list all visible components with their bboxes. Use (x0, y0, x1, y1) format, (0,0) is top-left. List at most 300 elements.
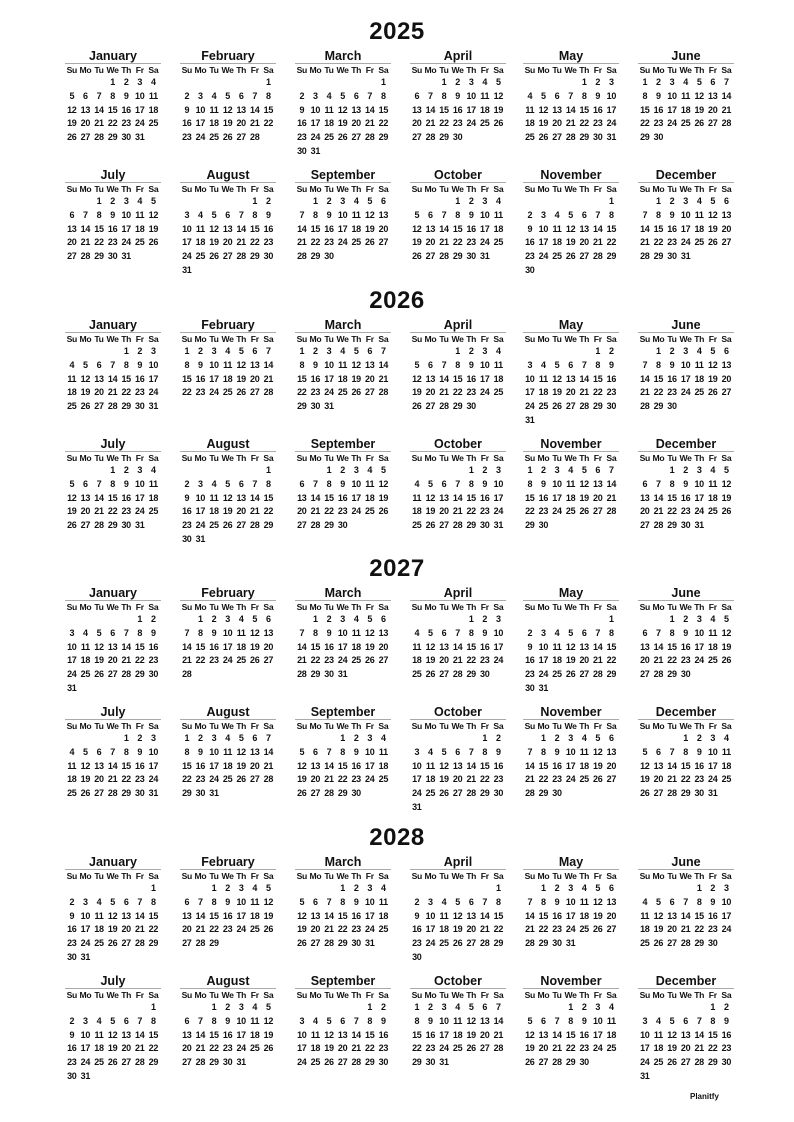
day-cell: 30 (667, 401, 677, 412)
day-cell: 3 (710, 733, 716, 743)
day-cell: 22 (640, 118, 650, 129)
empty-cell (106, 345, 120, 359)
weekday-label: Fr (250, 334, 259, 344)
month-may (523, 318, 619, 428)
day-cell: 8 (568, 1015, 573, 1026)
weekday-label: Mo (79, 453, 92, 463)
month-name: June (671, 855, 701, 869)
weekday-label: Fr (480, 721, 489, 731)
weekday-header (295, 869, 391, 882)
day-cell: 15 (653, 373, 664, 384)
day-cell: 18 (80, 655, 91, 666)
weekday-label: Tu (552, 184, 562, 194)
weekday-label: Tu (552, 990, 562, 1000)
empty-cell (652, 1001, 666, 1015)
day-cell: 19 (640, 774, 650, 785)
empty-cell (92, 345, 106, 359)
day-cell: 30 (182, 533, 192, 544)
weekday-label: Sa (721, 184, 732, 194)
day-cell: 14 (297, 223, 307, 234)
day-cell: 8 (541, 746, 546, 757)
day-cell: 17 (236, 1029, 246, 1040)
day-cell: 1 (414, 1002, 420, 1012)
month-january (65, 586, 161, 696)
weekday-header (638, 719, 734, 732)
day-cell: 11 (94, 910, 104, 921)
day-grid (65, 1001, 161, 1084)
day-cell: 31 (195, 533, 206, 544)
day-cell: 15 (337, 910, 348, 921)
day-cell: 4 (496, 196, 501, 206)
day-cell: 20 (182, 924, 192, 935)
empty-cell (79, 464, 93, 478)
day-cell: 14 (297, 641, 307, 652)
day-cell: 15 (378, 104, 389, 115)
day-cell: 6 (238, 90, 244, 101)
day-cell: 26 (565, 669, 576, 680)
weekday-label: Sa (148, 990, 159, 1000)
day-cell: 27 (182, 938, 192, 949)
day-cell: 11 (525, 104, 535, 115)
day-cell: 7 (299, 209, 305, 220)
day-cell: 24 (412, 788, 422, 799)
day-cell: 29 (480, 788, 490, 799)
day-cell: 21 (425, 118, 436, 129)
day-cell: 14 (525, 760, 535, 771)
day-cell: 9 (595, 90, 601, 101)
day-cell: 18 (148, 104, 159, 115)
weekday-label: Mo (309, 334, 322, 344)
month-november (523, 705, 619, 801)
year-block-2027 (0, 555, 794, 823)
day-cell: 9 (455, 90, 460, 101)
month-january (65, 49, 161, 145)
day-cell: 28 (525, 938, 535, 949)
day-cell: 9 (496, 746, 501, 757)
day-cell: 16 (552, 910, 562, 921)
day-cell: 14 (94, 492, 104, 503)
weekday-label: Mo (537, 334, 550, 344)
day-cell: 19 (694, 104, 704, 115)
day-cell: 7 (496, 1002, 501, 1012)
day-cell: 8 (184, 359, 190, 370)
day-cell: 13 (640, 641, 650, 652)
day-cell: 2 (225, 1002, 230, 1012)
day-cell: 8 (527, 478, 533, 489)
weekday-header (410, 182, 506, 195)
day-cell: 10 (466, 90, 476, 101)
day-cell: 10 (337, 627, 348, 638)
day-cell: 6 (299, 478, 305, 489)
empty-cell (437, 345, 451, 359)
day-cell: 17 (365, 910, 375, 921)
day-cell: 23 (552, 774, 562, 785)
day-cell: 29 (135, 669, 145, 680)
empty-cell (550, 195, 564, 209)
day-cell: 11 (148, 90, 158, 101)
day-cell: 23 (667, 237, 677, 248)
day-cell: 28 (250, 132, 260, 143)
day-cell: 22 (653, 387, 664, 398)
empty-cell (92, 613, 106, 627)
day-cell: 29 (263, 520, 274, 531)
day-cell: 1 (123, 733, 129, 743)
day-cell: 27 (653, 788, 664, 799)
day-grid (523, 195, 619, 278)
day-cell: 25 (135, 237, 145, 248)
day-cell: 11 (338, 359, 348, 370)
weekday-label: Fr (480, 65, 489, 75)
weekday-label: Sa (493, 334, 504, 344)
weekday-label: Mo (79, 334, 92, 344)
day-cell: 9 (527, 641, 533, 652)
weekday-label: Su (639, 453, 650, 463)
empty-cell (652, 882, 666, 896)
day-cell: 29 (606, 251, 617, 262)
day-cell: 20 (565, 387, 576, 398)
day-cell: 9 (669, 359, 675, 370)
weekday-label: Fr (365, 334, 374, 344)
day-cell: 11 (694, 209, 704, 220)
weekday-label: Su (181, 871, 192, 881)
day-cell: 30 (466, 401, 476, 412)
month-name: September (310, 437, 376, 451)
empty-cell (451, 882, 465, 896)
empty-cell (79, 613, 93, 627)
day-cell: 24 (236, 1043, 246, 1054)
day-cell: 21 (297, 237, 307, 248)
day-cell: 15 (680, 760, 691, 771)
day-cell: 17 (209, 760, 219, 771)
day-cell: 30 (297, 145, 307, 156)
weekday-label: Mo (194, 602, 207, 612)
weekday-label: Tu (667, 990, 677, 1000)
weekday-label: Fr (593, 602, 602, 612)
weekday-label: Mo (79, 990, 92, 1000)
day-cell: 12 (425, 492, 436, 503)
weekday-label: Tu (94, 871, 104, 881)
day-cell: 29 (653, 401, 664, 412)
day-cell: 9 (266, 209, 271, 220)
day-cell: 1 (669, 465, 675, 475)
day-cell: 30 (135, 401, 145, 412)
empty-cell (65, 1001, 79, 1015)
weekday-label: Tu (439, 602, 449, 612)
weekday-label: Su (181, 721, 192, 731)
day-cell: 30 (310, 401, 321, 412)
weekday-label: Tu (667, 65, 677, 75)
weekday-header (65, 182, 161, 195)
empty-cell (65, 195, 79, 209)
day-cell: 6 (541, 1015, 546, 1026)
day-cell: 13 (680, 1029, 691, 1040)
day-cell: 1 (137, 614, 143, 624)
empty-cell (550, 76, 564, 90)
month-name: March (324, 318, 362, 332)
day-cell: 1 (266, 77, 271, 87)
empty-cell (92, 464, 106, 478)
day-cell: 9 (428, 1015, 433, 1026)
day-cell: 14 (107, 760, 118, 771)
day-cell: 5 (568, 627, 573, 638)
day-cell: 5 (69, 478, 75, 489)
day-cell: 17 (80, 1043, 91, 1054)
weekday-label: Mo (79, 871, 92, 881)
day-cell: 6 (710, 77, 716, 87)
empty-cell (322, 76, 336, 90)
day-cell: 26 (67, 520, 77, 531)
day-cell: 11 (80, 641, 90, 652)
weekday-label: We (336, 990, 349, 1000)
day-cell: 7 (137, 1015, 143, 1026)
weekday-label: Tu (552, 65, 562, 75)
day-cell: 27 (606, 924, 617, 935)
day-cell: 2 (110, 196, 115, 206)
weekday-label: Fr (593, 65, 602, 75)
day-cell: 21 (250, 118, 260, 129)
day-cell: 5 (353, 346, 359, 356)
day-cell: 28 (107, 401, 118, 412)
day-cell: 23 (412, 938, 422, 949)
day-cell: 2 (381, 1002, 386, 1012)
day-cell: 3 (683, 346, 688, 356)
day-cell: 2 (554, 883, 560, 893)
month-name: April (443, 49, 473, 63)
day-cell: 20 (653, 774, 664, 785)
day-cell: 3 (696, 465, 702, 475)
day-cell: 3 (238, 883, 244, 893)
empty-cell (464, 882, 478, 896)
empty-cell (65, 732, 79, 746)
day-cell: 20 (94, 387, 104, 398)
day-cell: 27 (222, 251, 233, 262)
day-cell: 1 (696, 883, 702, 893)
day-cell: 25 (148, 506, 159, 517)
day-cell: 6 (414, 90, 420, 101)
day-cell: 7 (266, 346, 271, 356)
weekday-header (410, 869, 506, 882)
day-cell: 4 (69, 359, 75, 370)
day-cell: 27 (667, 938, 677, 949)
day-cell: 8 (455, 359, 460, 370)
weekday-header (65, 63, 161, 76)
month-may (523, 855, 619, 951)
day-cell: 20 (94, 774, 104, 785)
day-cell: 16 (324, 223, 334, 234)
day-cell: 8 (496, 896, 501, 907)
day-cell: 24 (480, 387, 490, 398)
day-cell: 30 (337, 520, 348, 531)
day-cell: 6 (184, 1015, 190, 1026)
month-name: February (201, 318, 255, 332)
day-cell: 10 (480, 209, 490, 220)
day-cell: 3 (83, 1015, 88, 1026)
day-cell: 8 (683, 746, 688, 757)
weekday-label: Th (121, 453, 132, 463)
day-cell: 1 (609, 196, 614, 206)
weekday-label: Mo (194, 453, 207, 463)
day-cell: 10 (195, 104, 206, 115)
weekday-header (295, 988, 391, 1001)
day-grid (410, 345, 506, 414)
empty-cell (577, 195, 591, 209)
day-cell: 3 (83, 896, 88, 907)
day-cell: 25 (412, 669, 422, 680)
day-cell: 17 (606, 104, 617, 115)
day-cell: 9 (710, 896, 716, 907)
day-cell: 13 (337, 1029, 348, 1040)
weekday-label: Tu (324, 184, 334, 194)
day-cell: 15 (653, 223, 664, 234)
day-cell: 21 (80, 237, 91, 248)
day-cell: 21 (653, 655, 664, 666)
day-cell: 7 (326, 746, 332, 757)
weekday-label: Sa (263, 871, 274, 881)
weekday-header (65, 332, 161, 345)
month-may (523, 586, 619, 696)
day-cell: 28 (94, 132, 104, 143)
day-cell: 16 (195, 760, 206, 771)
day-cell: 24 (480, 237, 490, 248)
day-cell: 3 (568, 733, 573, 743)
day-cell: 5 (669, 1015, 675, 1026)
day-cell: 12 (148, 209, 159, 220)
day-cell: 16 (121, 492, 131, 503)
day-cell: 20 (310, 774, 321, 785)
day-cell: 21 (606, 492, 617, 503)
weekday-label: Tu (209, 990, 219, 1000)
day-cell: 19 (148, 223, 159, 234)
day-cell: 31 (209, 788, 219, 799)
weekday-label: Sa (493, 453, 504, 463)
day-cell: 5 (710, 196, 716, 206)
day-cell: 3 (496, 465, 501, 475)
weekday-label: We (451, 65, 464, 75)
weekday-label: Su (66, 871, 77, 881)
day-cell: 31 (337, 669, 348, 680)
day-cell: 15 (121, 760, 131, 771)
day-cell: 26 (148, 237, 159, 248)
day-cell: 16 (721, 1029, 732, 1040)
day-cell: 19 (708, 223, 718, 234)
day-cell: 13 (653, 760, 664, 771)
day-cell: 19 (593, 910, 603, 921)
day-cell: 26 (107, 1057, 118, 1068)
weekday-label: Mo (424, 871, 437, 881)
day-cell: 7 (581, 359, 587, 370)
day-grid (65, 732, 161, 801)
day-cell: 22 (365, 1043, 375, 1054)
day-cell: 19 (67, 118, 77, 129)
day-cell: 30 (466, 251, 476, 262)
day-cell: 14 (552, 1029, 562, 1040)
day-cell: 23 (606, 387, 617, 398)
weekday-label: Tu (94, 65, 104, 75)
empty-cell (79, 1001, 93, 1015)
day-cell: 3 (367, 883, 373, 893)
day-grid (523, 345, 619, 428)
day-cell: 8 (110, 90, 115, 101)
day-cell: 12 (94, 641, 104, 652)
day-cell: 1 (110, 77, 115, 87)
month-october (410, 705, 506, 815)
day-cell: 30 (606, 401, 617, 412)
day-cell: 10 (310, 104, 321, 115)
day-cell: 5 (414, 359, 420, 370)
day-cell: 12 (107, 1029, 118, 1040)
weekday-label: Fr (708, 184, 717, 194)
day-cell: 16 (337, 492, 348, 503)
weekday-header (180, 63, 276, 76)
weekday-label: Tu (209, 721, 219, 731)
day-cell: 15 (493, 910, 504, 921)
weekday-label: Th (579, 871, 590, 881)
day-cell: 20 (80, 118, 91, 129)
weekday-label: Sa (148, 721, 159, 731)
day-cell: 7 (609, 465, 614, 475)
day-cell: 15 (640, 104, 650, 115)
empty-cell (410, 464, 424, 478)
weekday-label: Mo (79, 602, 92, 612)
empty-cell (564, 195, 578, 209)
day-cell: 31 (480, 251, 490, 262)
month-name: October (434, 974, 482, 988)
day-cell: 24 (67, 669, 77, 680)
day-cell: 10 (694, 627, 704, 638)
day-cell: 28 (579, 401, 589, 412)
day-cell: 6 (340, 1015, 345, 1026)
day-cell: 2 (669, 196, 675, 206)
day-cell: 29 (310, 669, 321, 680)
day-cell: 25 (337, 387, 348, 398)
weekday-label: Su (411, 184, 422, 194)
day-cell: 7 (669, 746, 675, 757)
day-cell: 23 (452, 118, 463, 129)
day-cell: 31 (365, 938, 375, 949)
day-cell: 5 (299, 746, 305, 757)
day-cell: 3 (123, 196, 129, 206)
day-cell: 25 (351, 655, 361, 666)
day-cell: 5 (642, 746, 648, 757)
day-cell: 2 (326, 196, 332, 206)
weekday-label: Fr (708, 602, 717, 612)
weekday-label: Mo (537, 871, 550, 881)
day-cell: 24 (80, 1057, 91, 1068)
day-cell: 27 (94, 401, 104, 412)
day-cell: 16 (525, 237, 535, 248)
month-january (65, 855, 161, 965)
day-cell: 19 (80, 774, 91, 785)
day-cell: 16 (195, 373, 206, 384)
weekday-label: Fr (593, 334, 602, 344)
empty-cell (523, 613, 537, 627)
day-cell: 3 (527, 359, 533, 370)
day-cell: 9 (299, 104, 305, 115)
empty-cell (424, 732, 438, 746)
day-cell: 8 (151, 896, 156, 907)
weekday-label: Fr (135, 334, 144, 344)
day-cell: 28 (365, 132, 375, 143)
weekday-label: Tu (667, 334, 677, 344)
day-cell: 21 (365, 118, 375, 129)
weekday-label: Th (121, 184, 132, 194)
day-cell: 15 (412, 1029, 422, 1040)
day-cell: 24 (493, 655, 504, 666)
day-cell: 7 (381, 346, 386, 356)
day-cell: 13 (412, 104, 422, 115)
day-cell: 14 (653, 492, 664, 503)
day-cell: 12 (80, 760, 91, 771)
